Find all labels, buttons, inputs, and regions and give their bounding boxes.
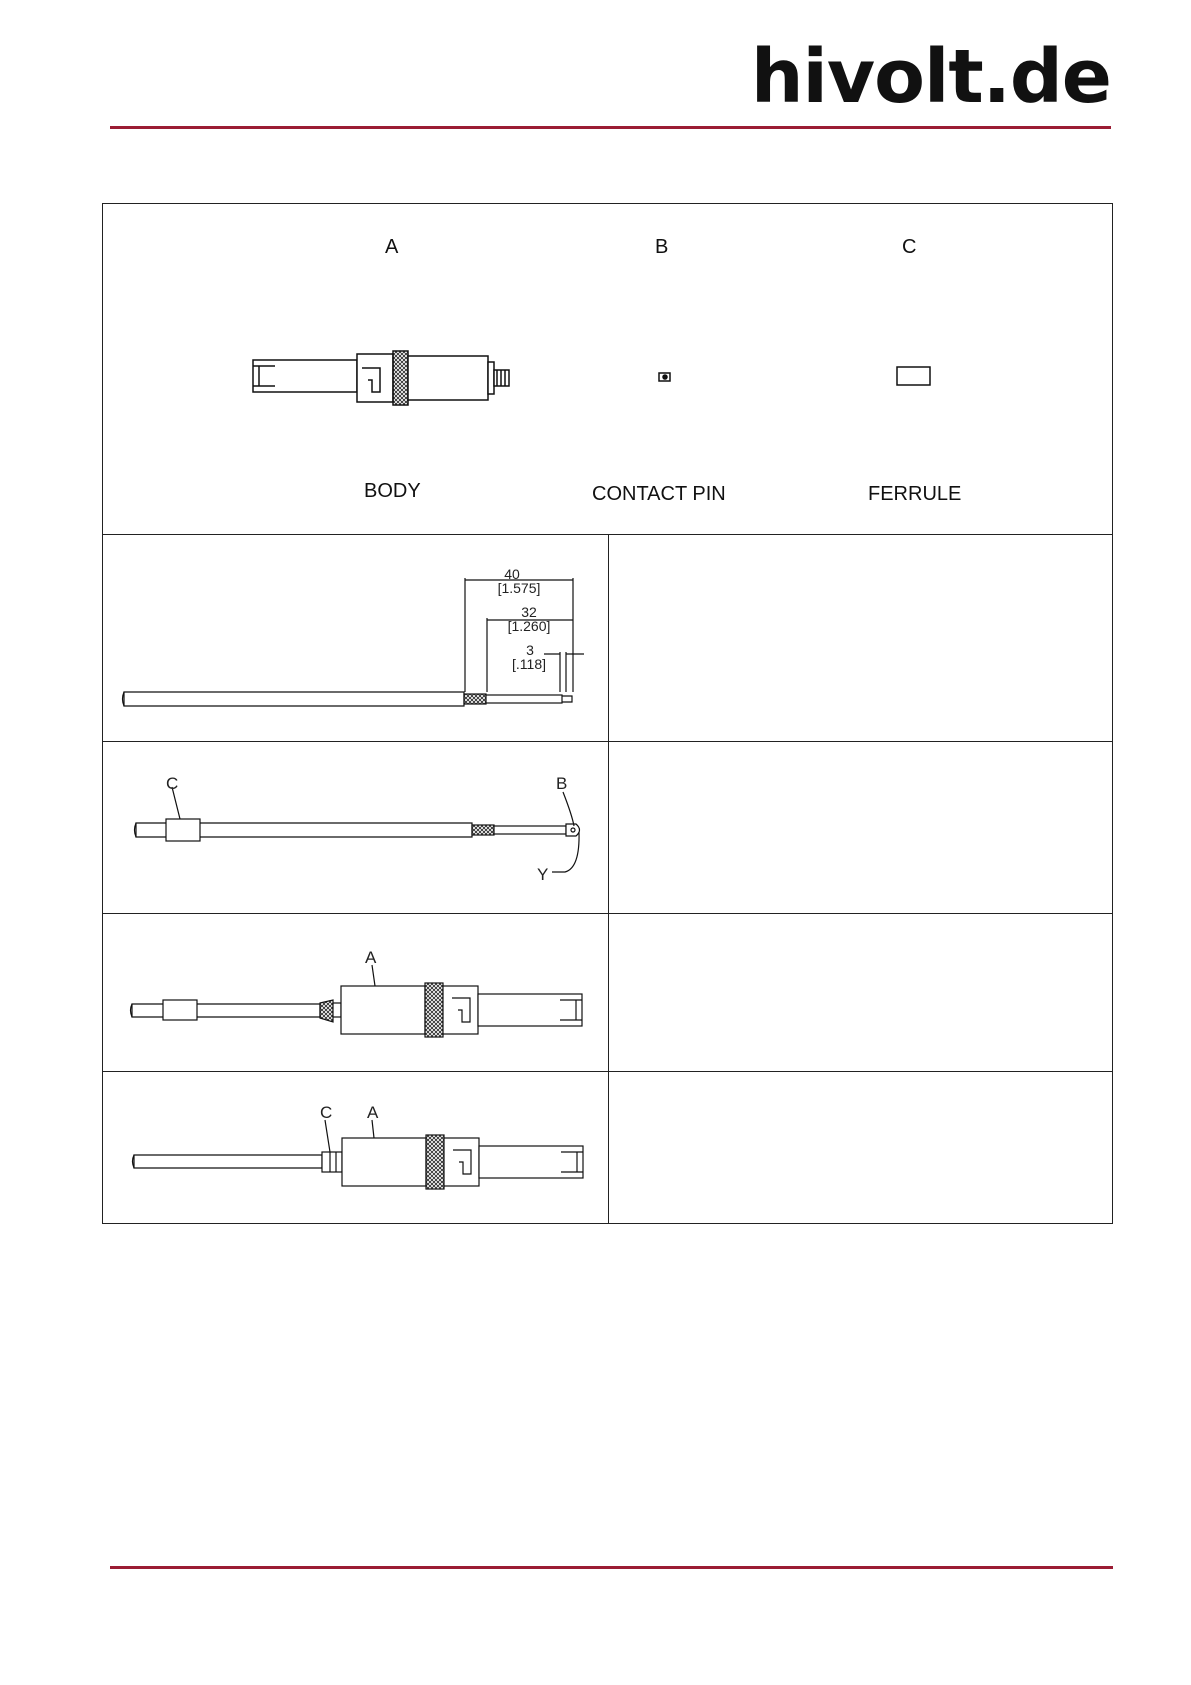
step2-label-b: B [556,774,568,793]
part-letter-a: A [385,236,399,258]
dim-32-inch: [1.260] [507,618,551,634]
divider [608,534,609,1224]
step2-label-y: Y [537,865,549,884]
part-name-ferrule: FERRULE [868,483,962,505]
header-rule [110,126,1111,129]
part-letter-b: B [655,236,669,258]
dim-32-mm: 32 [521,604,537,620]
step3-label-a: A [365,948,377,967]
footer-rule [110,1566,1113,1569]
dim-3-inch: [.118] [512,656,546,672]
step2-label-c: C [166,774,179,793]
dim-40-inch: [1.575] [497,580,541,596]
step4-label-a: A [367,1103,379,1122]
company-logo [750,34,1111,120]
dim-40-mm: 40 [504,566,520,582]
part-name-body: BODY [364,480,421,502]
step4-label-c: C [320,1103,333,1122]
logo-text: hivolt.de [750,34,1111,120]
part-letter-c: C [902,236,917,258]
part-name-contact-pin: CONTACT PIN [592,483,726,505]
dim-3-mm: 3 [526,642,534,658]
